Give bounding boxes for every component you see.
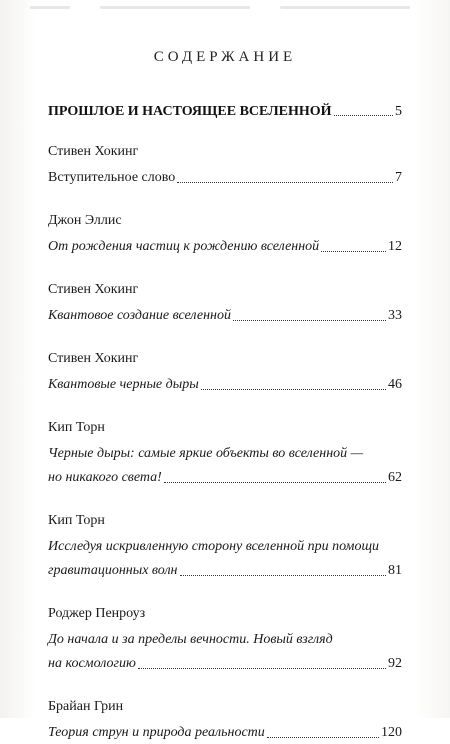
entry-author: Кип Торн bbox=[48, 420, 105, 435]
entry-page-number: 12 bbox=[388, 239, 402, 254]
entry-title: Теория струн и природа реальности bbox=[48, 725, 265, 740]
entry-title-line bbox=[48, 467, 402, 489]
toc-entry[interactable] bbox=[48, 142, 402, 189]
entry-title-line bbox=[48, 305, 402, 327]
entry-title: на космологию bbox=[48, 656, 136, 671]
toc-entry[interactable] bbox=[48, 349, 402, 396]
table-of-contents bbox=[48, 104, 402, 744]
entry-author: Джон Эллис bbox=[48, 213, 122, 228]
entry-author: Кип Торн bbox=[48, 513, 105, 528]
entry-page-number: 120 bbox=[381, 725, 402, 740]
dot-leader bbox=[233, 320, 386, 321]
dot-leader bbox=[177, 182, 393, 183]
entry-author: Стивен Хокинг bbox=[48, 144, 139, 159]
entry-title-line bbox=[48, 629, 402, 651]
entry-title-line bbox=[48, 443, 402, 465]
entry-page-number: 92 bbox=[388, 656, 402, 671]
dot-leader bbox=[321, 251, 386, 252]
entry-title-line bbox=[48, 653, 402, 675]
part-title: ПРОШЛОЕ И НАСТОЯЩЕЕ ВСЕЛЕННОЙ bbox=[48, 104, 332, 119]
entry-page-number: 33 bbox=[388, 308, 402, 323]
dot-leader bbox=[267, 737, 379, 738]
entry-title: Черные дыры: самые яркие объекты во вселенной — bbox=[48, 446, 364, 461]
entry-title: Квантовые черные дыры bbox=[48, 377, 199, 392]
entry-page-number: 7 bbox=[395, 170, 402, 185]
dot-leader bbox=[334, 115, 393, 116]
page-title: СОДЕРЖАНИЕ bbox=[153, 49, 297, 65]
toc-entry[interactable] bbox=[48, 604, 402, 675]
bleed-through-text bbox=[30, 0, 430, 28]
entry-title-line bbox=[48, 167, 402, 189]
dot-leader bbox=[180, 575, 387, 576]
entry-title: Вступительное слово bbox=[48, 170, 176, 185]
part-heading[interactable] bbox=[48, 104, 402, 120]
toc-entry[interactable] bbox=[48, 697, 402, 744]
entry-title-line bbox=[48, 536, 402, 558]
entry-title: Квантовое создание вселенной bbox=[48, 308, 231, 323]
entry-author: Роджер Пенроуз bbox=[48, 606, 146, 621]
entry-title-line bbox=[48, 560, 402, 582]
entry-page-number: 62 bbox=[388, 470, 402, 485]
part-page-number: 5 bbox=[395, 104, 402, 119]
entry-title: От рождения частиц к рождению вселенной bbox=[48, 239, 320, 254]
toc-entry[interactable] bbox=[48, 280, 402, 327]
entry-author: Брайан Грин bbox=[48, 699, 124, 714]
entry-author: Стивен Хокинг bbox=[48, 282, 139, 297]
entry-title: гравитационных волн bbox=[48, 563, 178, 578]
toc-entry[interactable] bbox=[48, 511, 402, 582]
dot-leader bbox=[164, 482, 386, 483]
entry-page-number: 46 bbox=[388, 377, 402, 392]
entry-page-number: 81 bbox=[388, 563, 402, 578]
dot-leader bbox=[201, 389, 386, 390]
toc-entry[interactable] bbox=[48, 418, 402, 489]
dot-leader bbox=[138, 668, 386, 669]
entry-title-line bbox=[48, 722, 402, 744]
entry-title-line bbox=[48, 374, 402, 396]
toc-entry[interactable] bbox=[48, 211, 402, 258]
entry-title: но никакого света! bbox=[48, 470, 162, 485]
entry-title-line bbox=[48, 236, 402, 258]
entry-title: До начала и за пределы вечности. Новый взгляд bbox=[48, 632, 333, 647]
entry-author: Стивен Хокинг bbox=[48, 351, 139, 366]
entry-title: Исследуя искривленную сторону вселенной при помощи bbox=[48, 539, 380, 554]
